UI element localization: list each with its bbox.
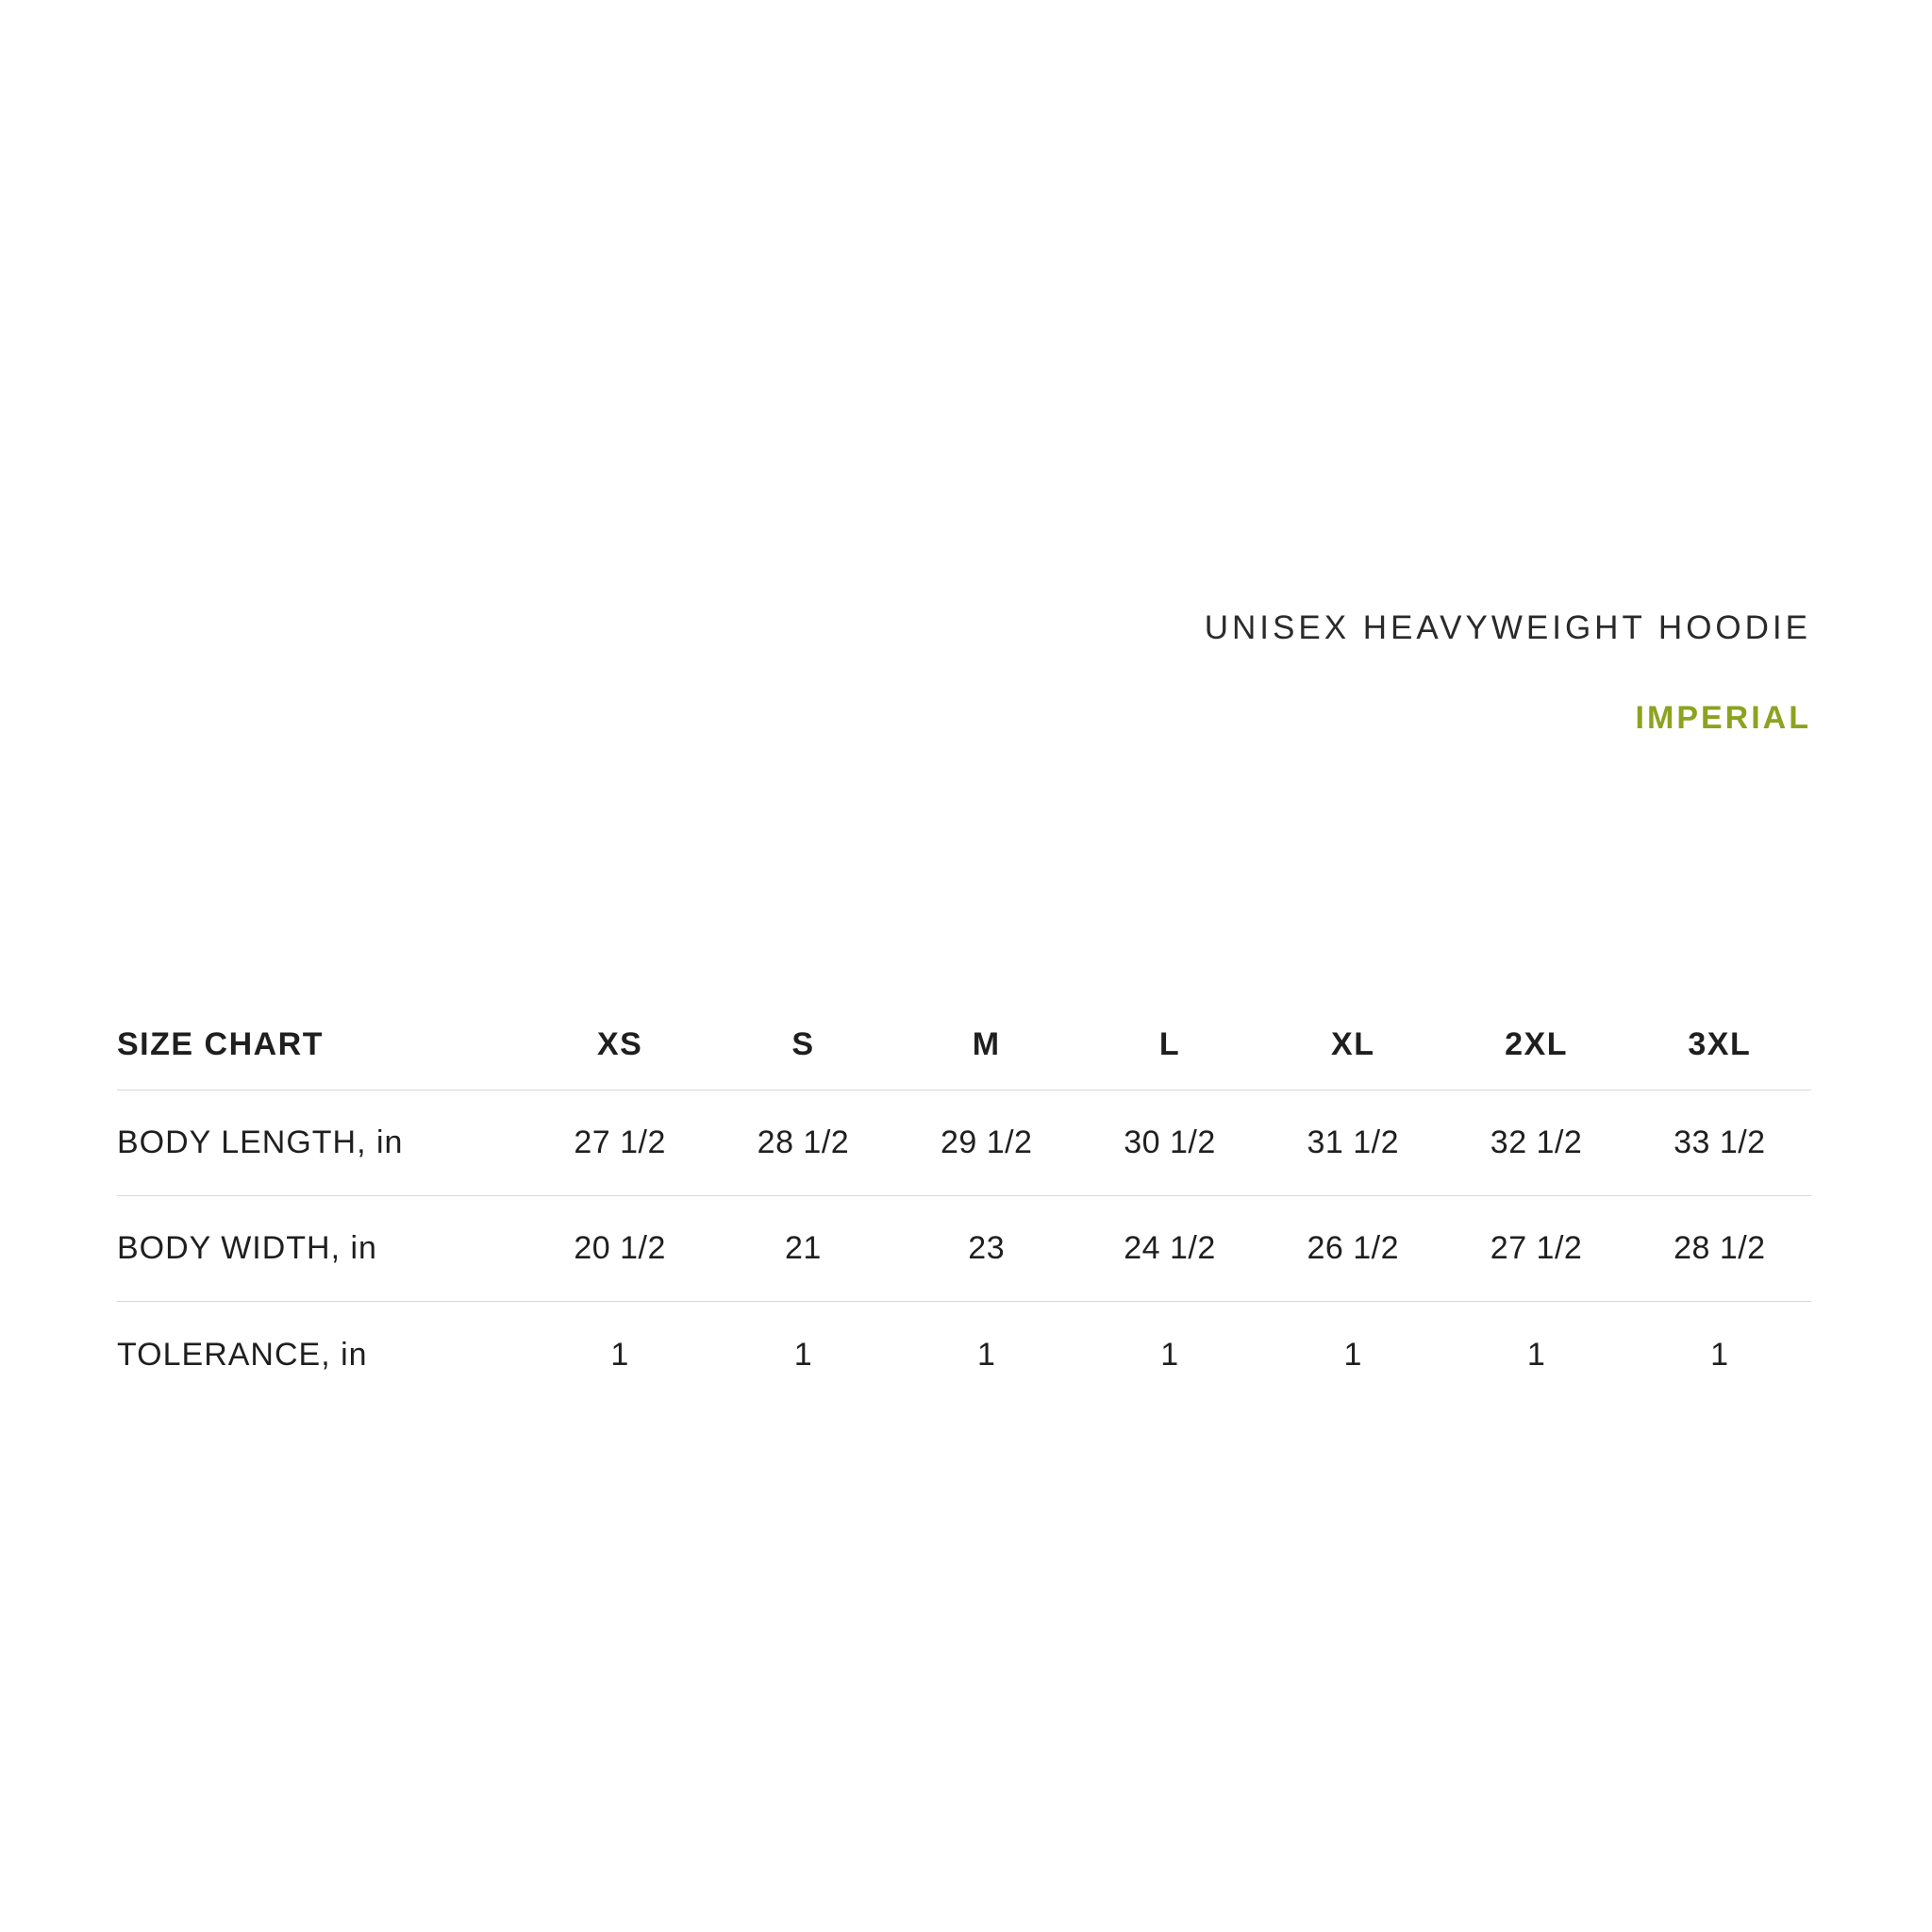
table-row-body-length: [117, 1091, 1811, 1196]
tolerance-xl: 1: [1343, 1336, 1362, 1373]
body-width-xl: 26 1/2: [1307, 1230, 1400, 1266]
tolerance-l: 1: [1160, 1336, 1179, 1373]
body-width-s: 21: [785, 1230, 822, 1266]
table-header-row: [117, 1000, 1811, 1091]
column-header-2xl: 2XL: [1505, 1026, 1568, 1062]
column-header-xs: XS: [596, 1026, 643, 1062]
tolerance-xs: 1: [610, 1336, 629, 1373]
body-width-3xl: 28 1/2: [1674, 1230, 1766, 1266]
tolerance-m: 1: [976, 1336, 996, 1373]
size-chart-table: [117, 1000, 1811, 1407]
tolerance-3xl: 1: [1710, 1336, 1729, 1373]
column-header-s: S: [791, 1026, 815, 1062]
body-width-m: 23: [968, 1230, 1006, 1266]
body-width-l: 24 1/2: [1124, 1230, 1216, 1266]
tolerance-s: 1: [793, 1336, 813, 1373]
table-corner-label: SIZE CHART: [117, 1026, 324, 1062]
body-length-m: 29 1/2: [940, 1124, 1033, 1160]
column-header-m: M: [972, 1026, 1001, 1062]
table-row-body-width: [117, 1196, 1811, 1302]
body-length-xs: 27 1/2: [574, 1124, 666, 1160]
title-block: [1205, 609, 1811, 737]
body-length-2xl: 32 1/2: [1490, 1124, 1583, 1160]
column-header-l: L: [1158, 1026, 1181, 1062]
body-width-2xl: 27 1/2: [1490, 1230, 1583, 1266]
product-title: UNISEX HEAVYWEIGHT HOODIE: [1204, 609, 1811, 646]
column-header-xl: XL: [1331, 1026, 1375, 1062]
body-width-xs: 20 1/2: [574, 1230, 666, 1266]
body-length-xl: 31 1/2: [1307, 1124, 1400, 1160]
row-label: BODY LENGTH, in: [117, 1124, 404, 1160]
column-header-3xl: 3XL: [1688, 1026, 1752, 1062]
body-length-3xl: 33 1/2: [1674, 1124, 1766, 1160]
table-row-tolerance: [117, 1302, 1811, 1407]
row-label: BODY WIDTH, in: [117, 1230, 377, 1266]
unit-system-label: IMPERIAL: [1635, 700, 1811, 736]
body-length-s: 28 1/2: [757, 1124, 850, 1160]
row-label: TOLERANCE, in: [117, 1336, 368, 1373]
tolerance-2xl: 1: [1526, 1336, 1546, 1373]
body-length-l: 30 1/2: [1124, 1124, 1216, 1160]
